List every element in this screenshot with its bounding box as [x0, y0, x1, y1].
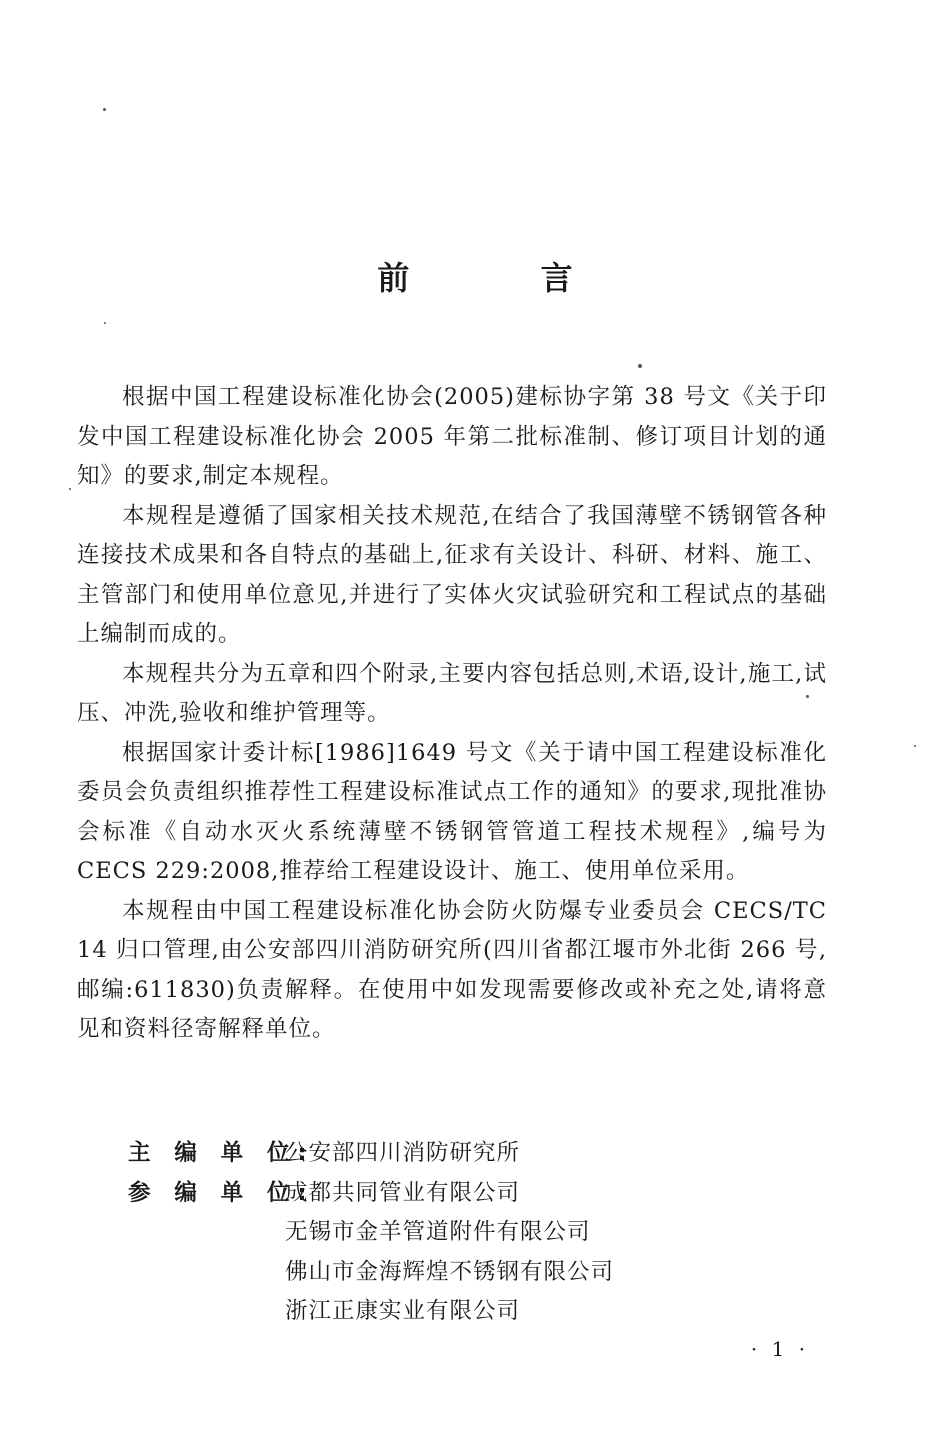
page-number: · 1 ·: [750, 1337, 810, 1361]
scan-speck: [104, 322, 106, 324]
chief-editor-value: 公安部四川消防研究所: [285, 1140, 521, 1166]
paragraph: 本规程共分为五章和四个附录,主要内容包括总则,术语,设计,施工,试压、冲洗,验收和维护管理等。: [77, 660, 827, 726]
participant-item: 无锡市金羊管道附件有限公司: [285, 1219, 591, 1245]
page-title: 前 言: [377, 259, 633, 297]
scan-speck: [69, 488, 71, 490]
paragraph: 根据国家计委计标[1986]1649 号文《关于请中国工程建设标准化委员会负责组织推荐性工程建设标准试点工作的通知》的要求,现批准协会标准《自动水灭火系统薄壁不锈钢管管道工程技术规程》,编号为 CECS 229:2008,推荐给工程建设设计、施工、使用单位采用。: [77, 739, 827, 884]
paragraph: 根据中国工程建设标准化协会(2005)建标协字第 38 号文《关于印发中国工程建设标准化协会 2005 年第二批标准制、修订项目计划的通知》的要求,制定本规程。: [77, 384, 827, 489]
scan-speck: [638, 364, 642, 368]
scan-speck: [806, 695, 809, 698]
participants-label: 参 编 单 位:: [128, 1179, 315, 1206]
chief-editor-row: [128, 1134, 828, 1174]
participant-item: 成都共同管业有限公司: [285, 1179, 521, 1206]
participants-row: [128, 1174, 828, 1214]
paragraph: 本规程由中国工程建设标准化协会防火防爆专业委员会 CECS/TC 14 归口管理,由公安部四川消防研究所(四川省都江堰市外北街 266 号,邮编:611830)负责解释。在使用中如发现需要修改或补充之处,请将意见和资料径寄解释单位。: [77, 897, 827, 1042]
scan-speck: [103, 108, 106, 111]
scan-speck: [914, 745, 916, 747]
participant-item: 佛山市金海辉煌不锈钢有限公司: [285, 1258, 615, 1285]
participant-item: 浙江正康实业有限公司: [285, 1298, 521, 1324]
preface-body: [77, 378, 827, 1050]
chief-editor-label: 主 编 单 位:: [128, 1140, 315, 1166]
paragraph: 本规程是遵循了国家相关技术规范,在结合了我国薄壁不锈钢管各种连接技术成果和各自特点的基础上,征求有关设计、科研、材料、施工、主管部门和使用单位意见,并进行了实体火灾试验研究和工程试点的基础上编制而成的。: [77, 502, 827, 647]
organizations-list: [128, 1134, 828, 1332]
